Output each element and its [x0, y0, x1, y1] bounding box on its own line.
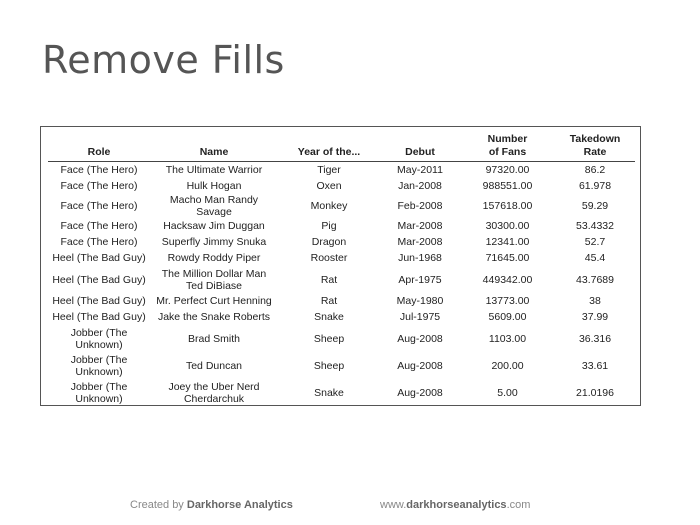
cell-rate: 45.4: [584, 252, 606, 264]
header-debut: Debut: [380, 133, 460, 162]
table-row: [48, 379, 635, 406]
cell-debut: Jan-2008: [398, 180, 442, 192]
cell-rate: 86.2: [584, 164, 606, 176]
cell-rate: 59.29: [581, 200, 609, 212]
table-row: [48, 218, 635, 234]
cell-fans: 97320.00: [485, 164, 530, 176]
header-rate-line1: Takedown: [569, 133, 621, 145]
cell-name: Macho Man Randy Savage: [169, 194, 259, 218]
table-row: [48, 194, 635, 218]
cell-role: Heel (The Bad Guy): [52, 311, 146, 323]
cell-role: Jobber (The Unknown): [70, 326, 128, 351]
footer-url-suffix: .com: [506, 499, 531, 511]
cell-fans: 71645.00: [485, 252, 530, 264]
cell-fans: 1103.00: [488, 332, 527, 345]
cell-year: Sheep: [313, 359, 345, 372]
cell-fans: 5.00: [497, 386, 518, 399]
data-table-frame: [40, 126, 641, 406]
header-year: Year of the...: [278, 133, 380, 162]
header-rate-line2: Rate: [583, 146, 607, 158]
cell-debut: Mar-2008: [397, 220, 443, 232]
cell-role: Face (The Hero): [60, 220, 138, 232]
table-row: [48, 293, 635, 309]
cell-year: Rat: [320, 295, 338, 307]
cell-year: Pig: [321, 220, 337, 232]
cell-rate: 43.7689: [576, 273, 614, 286]
cell-name: Mr. Perfect Curt Henning: [156, 295, 272, 307]
header-fans-line2: of Fans: [488, 146, 527, 158]
cell-fans: 5609.00: [488, 311, 527, 323]
cell-rate: 38: [589, 295, 601, 307]
cell-year: Rooster: [310, 252, 348, 264]
cell-fans: 200.00: [491, 359, 524, 372]
cell-debut: Aug-2008: [397, 359, 443, 372]
cell-debut: Feb-2008: [397, 200, 443, 212]
cell-year: Dragon: [311, 236, 347, 248]
table-row: [48, 352, 635, 379]
footer-url-brand: darkhorseanalytics: [406, 499, 507, 511]
cell-name: Hulk Hogan: [186, 180, 242, 192]
cell-role: Face (The Hero): [60, 164, 138, 176]
cell-rate: 21.0196: [576, 386, 614, 399]
cell-name: Ted Duncan: [185, 359, 243, 372]
cell-year: Rat: [320, 273, 338, 286]
footer-url[interactable]: [380, 499, 530, 511]
table-header: [48, 133, 635, 162]
cell-debut: Jun-1968: [398, 252, 442, 264]
footer-credit-prefix: Created by: [130, 499, 184, 511]
cell-rate: 37.99: [581, 311, 609, 323]
cell-fans: 988551.00: [482, 180, 533, 192]
cell-name: Jake the Snake Roberts: [157, 311, 271, 323]
cell-rate: 52.7: [584, 236, 606, 248]
cell-name: Rowdy Roddy Piper: [167, 252, 261, 264]
cell-debut: May-1980: [396, 295, 444, 307]
table-row: [48, 162, 635, 179]
cell-name: The Million Dollar Man Ted DiBiase: [161, 267, 267, 292]
cell-name: The Ultimate Warrior: [165, 164, 263, 176]
table-row: [48, 266, 635, 293]
cell-rate: 36.316: [578, 332, 612, 345]
cell-year: Oxen: [316, 180, 342, 192]
cell-role: Face (The Hero): [60, 200, 138, 212]
cell-year: Tiger: [317, 164, 341, 176]
cell-fans: 12341.00: [485, 236, 530, 248]
cell-year: Monkey: [310, 200, 348, 212]
footer-url-prefix: www.: [380, 499, 407, 511]
cell-name: Brad Smith: [188, 332, 240, 345]
cell-role: Face (The Hero): [60, 236, 138, 248]
cell-rate: 33.61: [581, 359, 609, 372]
cell-name: Superfly Jimmy Snuka: [161, 236, 267, 248]
cell-debut: Jul-1975: [399, 311, 441, 323]
header-rate: [555, 133, 635, 162]
cell-rate: 53.4332: [576, 220, 614, 232]
slide-title: Remove Fills: [42, 38, 285, 82]
table-row: [48, 325, 635, 352]
cell-debut: May-2011: [397, 164, 443, 176]
data-table: [48, 133, 635, 406]
table-row: [48, 178, 635, 194]
cell-fans: 30300.00: [485, 220, 530, 232]
cell-fans: 13773.00: [485, 295, 530, 307]
table-row: [48, 309, 635, 325]
cell-role: Jobber (The Unknown): [70, 380, 128, 405]
cell-debut: Aug-2008: [397, 332, 443, 345]
cell-fans: 157618.00: [482, 200, 533, 212]
cell-role: Heel (The Bad Guy): [52, 273, 146, 286]
table-body: [48, 162, 635, 407]
footer-credit: [130, 499, 293, 511]
cell-name: Hacksaw Jim Duggan: [163, 220, 265, 232]
cell-debut: Mar-2008: [397, 236, 443, 248]
header-role: Role: [48, 133, 150, 162]
cell-role: Heel (The Bad Guy): [52, 252, 146, 264]
cell-role: Jobber (The Unknown): [70, 353, 128, 378]
footer-credit-brand: Darkhorse Analytics: [186, 499, 293, 511]
cell-rate: 61.978: [578, 180, 612, 192]
table-row: [48, 250, 635, 266]
cell-name: Joey the Uber Nerd Cherdarchuk: [168, 380, 260, 405]
cell-year: Snake: [314, 311, 344, 323]
header-fans: [460, 133, 555, 162]
cell-role: Face (The Hero): [60, 180, 138, 192]
cell-role: Heel (The Bad Guy): [52, 295, 146, 307]
header-fans-line1: Number: [487, 133, 528, 145]
cell-year: Snake: [314, 386, 344, 399]
header-name: Name: [150, 133, 278, 162]
cell-debut: Apr-1975: [398, 273, 442, 286]
table-row: [48, 234, 635, 250]
cell-year: Sheep: [313, 332, 345, 345]
cell-debut: Aug-2008: [397, 386, 443, 399]
cell-fans: 449342.00: [482, 273, 533, 286]
